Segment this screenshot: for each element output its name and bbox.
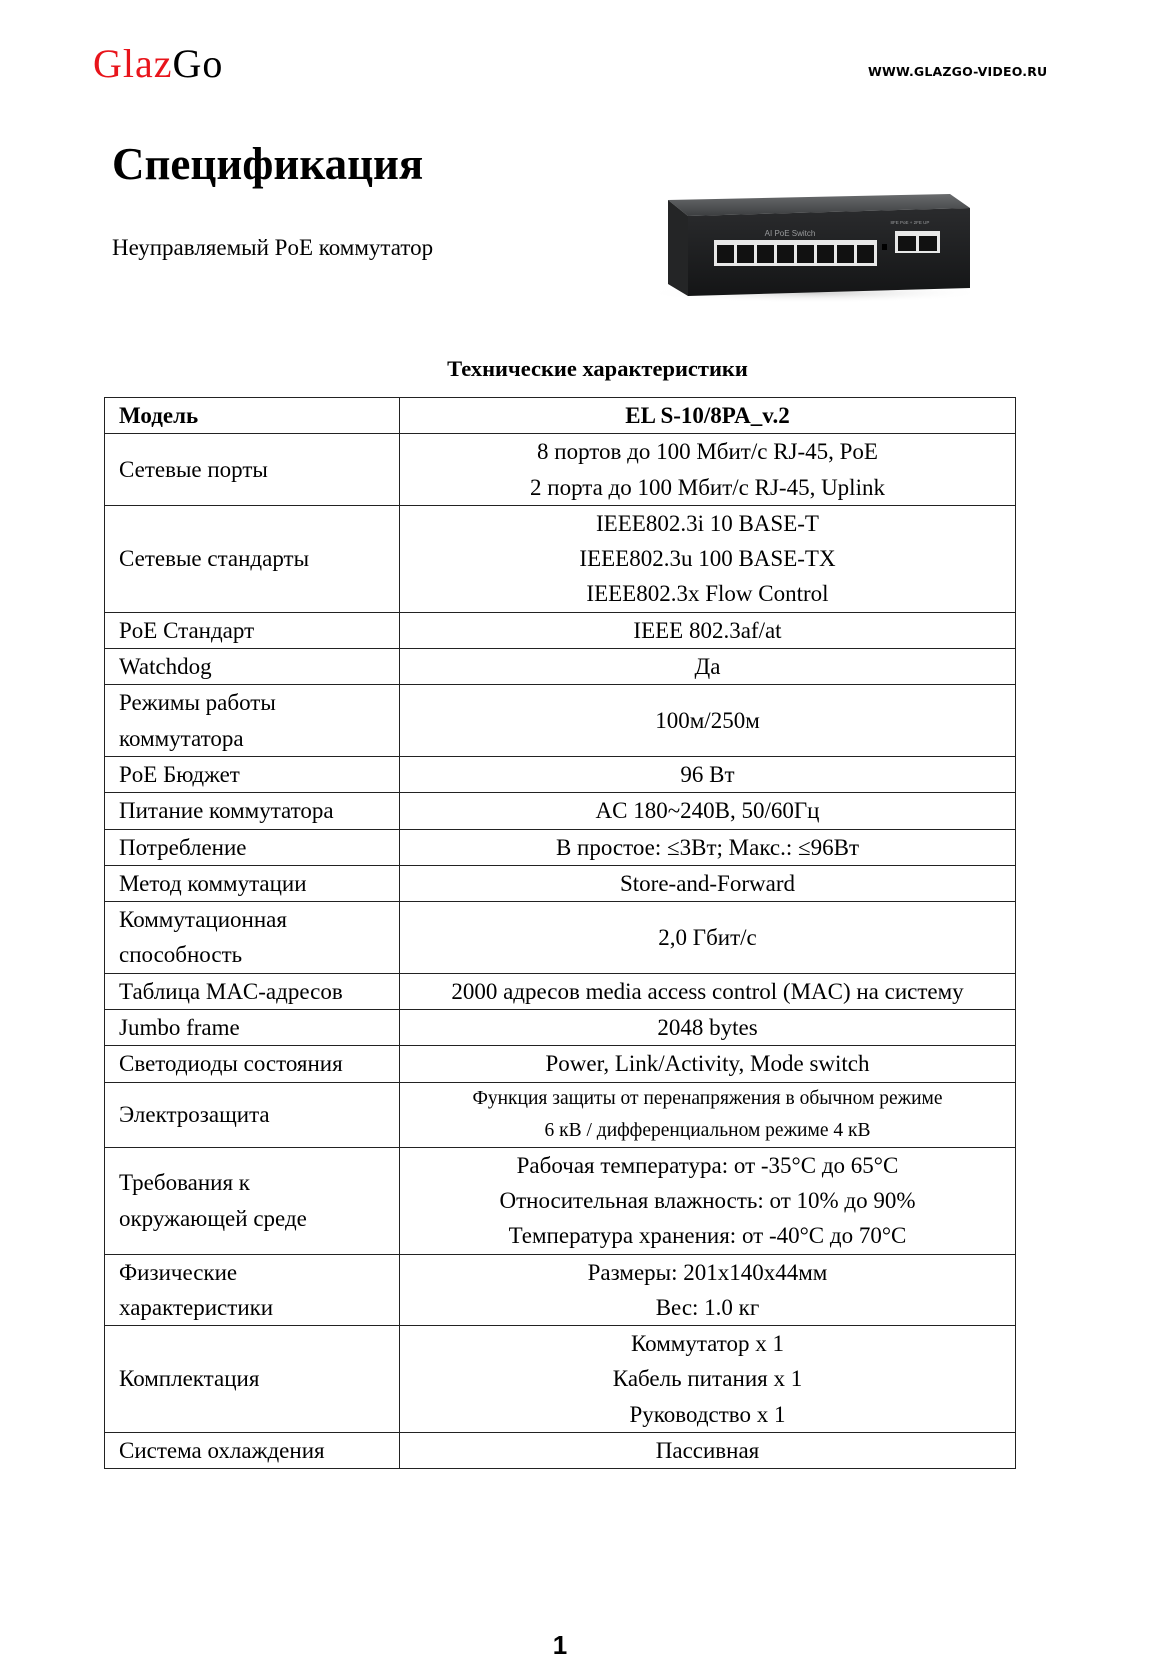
table-row bbox=[105, 973, 1016, 1009]
table-caption: Технические характеристики bbox=[447, 356, 748, 381]
spec-value-line: Коммутатор x 1 bbox=[630, 1331, 785, 1357]
spec-value bbox=[400, 649, 1016, 685]
spec-label bbox=[105, 829, 400, 865]
spec-value bbox=[400, 434, 1016, 506]
spec-value-line: Пассивная bbox=[655, 1438, 760, 1464]
spec-value-line: Кабель питания x 1 bbox=[612, 1366, 803, 1392]
spec-label bbox=[105, 1010, 400, 1046]
spec-label-line: Сетевые порты bbox=[119, 456, 268, 482]
spec-label-line: Watchdog bbox=[119, 654, 212, 680]
spec-label-line: характеристики bbox=[119, 1294, 274, 1320]
table-row bbox=[105, 793, 1016, 829]
spec-value-line: Температура хранения: от -40°C до 70°C bbox=[508, 1223, 907, 1249]
spec-value bbox=[400, 973, 1016, 1009]
spec-label-line: окружающей среде bbox=[119, 1205, 307, 1231]
table-row-model bbox=[105, 398, 1016, 434]
switch-label: AI PoE Switch bbox=[764, 229, 816, 238]
spec-label bbox=[105, 902, 400, 974]
site-url: WWW.GLAZGO-VIDEO.RU bbox=[868, 64, 1048, 79]
spec-value-line: Store-and-Forward bbox=[619, 870, 795, 896]
spec-value bbox=[400, 505, 1016, 612]
spec-label bbox=[105, 1433, 400, 1469]
table-row bbox=[105, 649, 1016, 685]
spec-label-line: Требования к bbox=[119, 1170, 250, 1196]
spec-value bbox=[400, 1326, 1016, 1433]
spec-label bbox=[105, 612, 400, 648]
spec-value bbox=[400, 1082, 1016, 1147]
spec-label-line: Jumbo frame bbox=[119, 1015, 240, 1041]
spec-value-line: IEEE802.3i 10 BASE-T bbox=[596, 510, 819, 536]
uplink-label: 8FE PoE + 2FE UP bbox=[890, 220, 930, 225]
spec-value bbox=[400, 865, 1016, 901]
spec-label-line: коммутатора bbox=[119, 725, 244, 751]
table-row bbox=[105, 1082, 1016, 1147]
spec-label-line: Режимы работы bbox=[119, 690, 276, 716]
table-row bbox=[105, 1147, 1016, 1254]
spec-label bbox=[105, 1254, 400, 1326]
page-title: Спецификация bbox=[112, 139, 424, 189]
spec-label-line: Система охлаждения bbox=[119, 1438, 325, 1464]
spec-label-line: Коммутационная bbox=[119, 907, 287, 933]
uplink-ports bbox=[895, 231, 940, 253]
table-row bbox=[105, 505, 1016, 612]
spec-value bbox=[400, 1433, 1016, 1469]
glazgo-logo bbox=[93, 40, 223, 88]
table-row bbox=[105, 685, 1016, 757]
spec-label-line: Питание коммутатора bbox=[119, 798, 334, 824]
spec-label-line: PoE Бюджет bbox=[119, 761, 240, 787]
spec-value bbox=[400, 829, 1016, 865]
model-label: Модель bbox=[105, 398, 400, 434]
spec-label bbox=[105, 505, 400, 612]
spec-value-line: 2000 адресов media access control (MAC) на систему bbox=[451, 978, 964, 1004]
spec-label-line: Светодиоды состояния bbox=[119, 1051, 343, 1077]
poe-ports bbox=[714, 240, 877, 266]
spec-value bbox=[400, 793, 1016, 829]
spec-label-line: Метод коммутации bbox=[119, 870, 307, 896]
spec-value-line: IEEE802.3x Flow Control bbox=[586, 581, 829, 607]
spec-label bbox=[105, 1147, 400, 1254]
logo-text-glaz: Glaz bbox=[93, 41, 173, 86]
model-value: EL S-10/8PA_v.2 bbox=[400, 398, 1016, 434]
spec-value bbox=[400, 1010, 1016, 1046]
product-photo bbox=[640, 188, 970, 303]
table-row bbox=[105, 612, 1016, 648]
spec-value bbox=[400, 756, 1016, 792]
table-row bbox=[105, 1010, 1016, 1046]
spec-value-line: Руководство x 1 bbox=[629, 1401, 786, 1427]
spec-value-line: 100м/250м bbox=[655, 708, 760, 734]
table-row bbox=[105, 902, 1016, 974]
spec-label bbox=[105, 649, 400, 685]
spec-label bbox=[105, 434, 400, 506]
page-number: 1 bbox=[552, 1630, 568, 1660]
spec-label-line: Электрозащита bbox=[119, 1101, 270, 1127]
product-subtitle: Неуправляемый PoE коммутатор bbox=[112, 235, 434, 260]
spec-value-line: IEEE802.3u 100 BASE-TX bbox=[579, 546, 836, 572]
spec-table bbox=[104, 397, 1016, 1469]
spec-value-line: Вес: 1.0 кг bbox=[655, 1294, 760, 1320]
logo-text-go: Go bbox=[172, 41, 224, 86]
spec-value-line: 8 портов до 100 Мбит/с RJ-45, PoE bbox=[537, 439, 878, 465]
spec-value-line: Размеры: 201x140x44мм bbox=[587, 1259, 828, 1285]
table-row bbox=[105, 756, 1016, 792]
spec-value-line: Функция защиты от перенапряжения в обычном режиме bbox=[472, 1087, 943, 1109]
spec-value bbox=[400, 902, 1016, 974]
spec-label bbox=[105, 685, 400, 757]
spec-value bbox=[400, 1046, 1016, 1082]
spec-value-line: 2,0 Гбит/с bbox=[658, 924, 757, 950]
table-row bbox=[105, 1326, 1016, 1433]
spec-label-line: PoE Стандарт bbox=[119, 617, 255, 643]
spec-label-line: Потребление bbox=[119, 834, 247, 860]
spec-label bbox=[105, 756, 400, 792]
spec-value bbox=[400, 685, 1016, 757]
spec-label bbox=[105, 793, 400, 829]
table-row bbox=[105, 829, 1016, 865]
spec-value bbox=[400, 1254, 1016, 1326]
spec-value-line: Power, Link/Activity, Mode switch bbox=[545, 1051, 870, 1077]
table-row bbox=[105, 865, 1016, 901]
spec-label-line: Сетевые стандарты bbox=[119, 546, 310, 572]
switch-side bbox=[668, 200, 688, 296]
table-row bbox=[105, 434, 1016, 506]
spec-value-line: IEEE 802.3af/at bbox=[633, 617, 782, 643]
spec-value bbox=[400, 1147, 1016, 1254]
spec-value-line: В простое: ≤3Вт; Макс.: ≤96Вт bbox=[555, 834, 860, 860]
spec-value-line: Да bbox=[694, 654, 721, 680]
spec-label-line: Таблица MAC-адресов bbox=[119, 978, 343, 1004]
spec-label bbox=[105, 1046, 400, 1082]
table-row bbox=[105, 1433, 1016, 1469]
spec-label bbox=[105, 1326, 400, 1433]
spec-label bbox=[105, 1082, 400, 1147]
spec-value-line: AC 180~240В, 50/60Гц bbox=[595, 798, 820, 824]
spec-value-line: 96 Вт bbox=[680, 761, 735, 787]
spec-value bbox=[400, 612, 1016, 648]
spec-value-line: 2048 bytes bbox=[657, 1015, 758, 1041]
spec-value-line: Относительная влажность: от 10% до 90% bbox=[499, 1187, 916, 1213]
spec-value-line: Рабочая температура: от -35°C до 65°C bbox=[516, 1152, 899, 1178]
table-row bbox=[105, 1254, 1016, 1326]
spec-label-line: способность bbox=[119, 942, 243, 968]
spec-label bbox=[105, 865, 400, 901]
spec-label bbox=[105, 973, 400, 1009]
table-row bbox=[105, 1046, 1016, 1082]
mode-switch bbox=[882, 244, 887, 250]
spec-value-line: 6 кВ / дифференциальном режиме 4 кВ bbox=[544, 1119, 871, 1141]
spec-label-line: Физические bbox=[119, 1259, 238, 1285]
spec-label-line: Комплектация bbox=[119, 1366, 260, 1392]
spec-value-line: 2 порта до 100 Мбит/с RJ-45, Uplink bbox=[530, 474, 885, 500]
